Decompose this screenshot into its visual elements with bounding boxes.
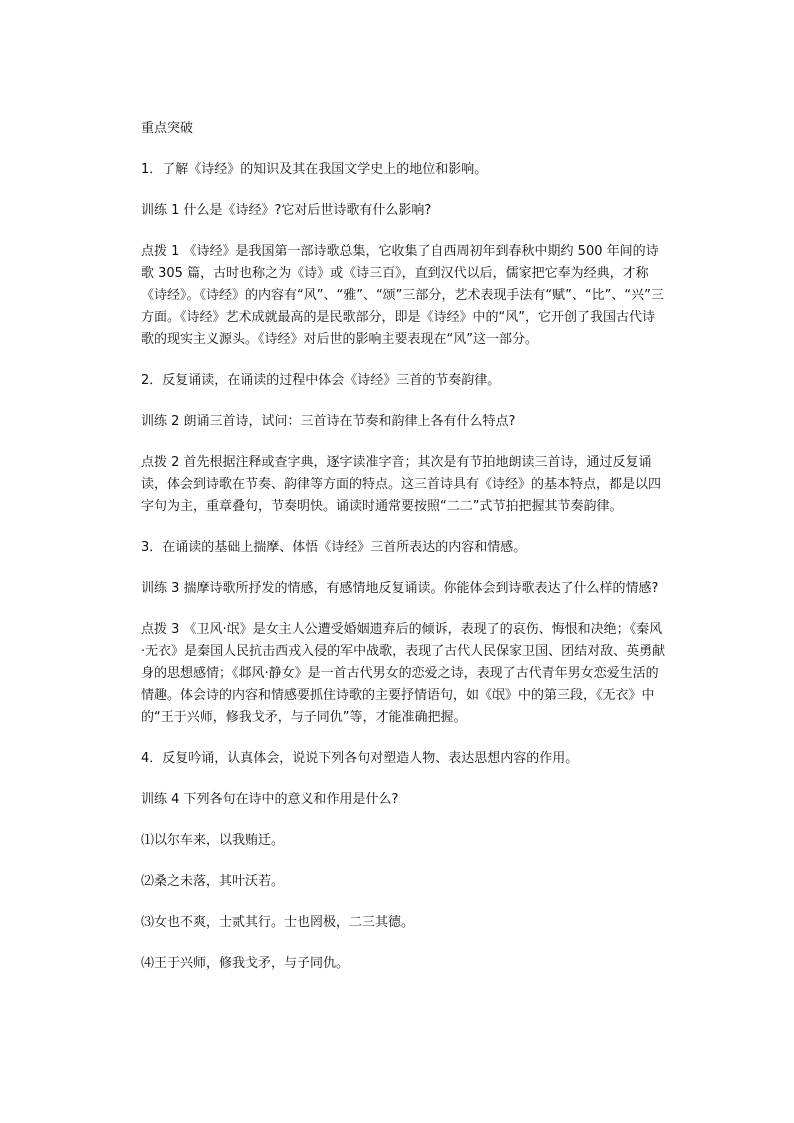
point-2: 2．反复诵读，在诵读的过程中体会《诗经》三首的节奏韵律。 <box>141 373 501 388</box>
item-2: ⑵桑之未落，其叶沃若。 <box>141 874 285 889</box>
section-heading: 重点突破 <box>141 121 194 136</box>
item-1: ⑴以尔车来，以我贿迁。 <box>141 833 285 848</box>
train-2: 训练 2 朗诵三首诗，试问：三首诗在节奏和韵律上各有什么特点? <box>141 414 516 429</box>
document-content <box>141 118 666 975</box>
point-4: 4．反复吟诵，认真体会，说说下列各句对塑造人物、表达思想内容的作用。 <box>141 751 579 766</box>
train-3: 训练 3 揣摩诗歌所抒发的情感，有感情地反复诵读。你能体会到诗歌表达了什么样的情感? <box>141 581 659 596</box>
item-3: ⑶女也不爽，士贰其行。士也罔极，二三其德。 <box>141 915 415 930</box>
train-4: 训练 4 下列各句在诗中的意义和作用是什么? <box>141 792 399 807</box>
hint-2: 点拨 2 首先根据注释或查字典，逐字读准字音；其次是有节拍地朗读三首诗，通过反复诵读，体会到诗歌在节奏、韵律等方面的特点。这三首诗具有《诗经》的基本特点，都是以四字句为主，重章叠句，节奏明快。诵读时通常要按照“二二”式节拍把握其节奏韵律。 <box>141 455 662 514</box>
point-1: 1．了解《诗经》的知识及其在我国文学史上的地位和影响。 <box>141 162 488 177</box>
hint-1: 点拨 1 《诗经》是我国第一部诗歌总集，它收集了自西周初年到春秋中期约 500 年间的诗歌 305 篇，古时也称之为《诗》或《诗三百》，直到汉代以后，儒家把它奉为经典，才称《诗经》。《诗经》的内容有“风”、“雅”、“颂”三部分，艺术表现手法有“赋”、“比”、“兴”三方面。《诗经》艺术成就最高的是民歌部分，即是《诗经》中的“风”，它开创了我国古代诗歌的现实主义源头。《诗经》对后世的影响主要表现在“风”这一部分。 <box>141 244 664 347</box>
hint-3: 点拨 3 《卫风·氓》是女主人公遭受婚姻遗弃后的倾诉，表现了的哀伤、悔恨和决绝；《秦风·无衣》是秦国人民抗击西戎入侵的军中战歌，表现了古代人民保家卫国、团结对敌、英勇献身的思想感情；《邶风·静女》是一首古代男女的恋爱之诗，表现了古代青年男女恋爱生活的情趣。体会诗的内容和情感要抓住诗歌的主要抒情语句，如《氓》中的第三段，《无衣》中的“王于兴师，修我戈矛，与子同仇”等，才能准确把握。 <box>141 622 666 725</box>
train-1: 训练 1 什么是《诗经》?它对后世诗歌有什么影响? <box>141 203 432 218</box>
point-3: 3．在诵读的基础上揣摩、体悟《诗经》三首所表达的内容和情感。 <box>141 540 527 555</box>
item-4: ⑷王于兴师，修我戈矛，与子同仇。 <box>141 956 350 971</box>
